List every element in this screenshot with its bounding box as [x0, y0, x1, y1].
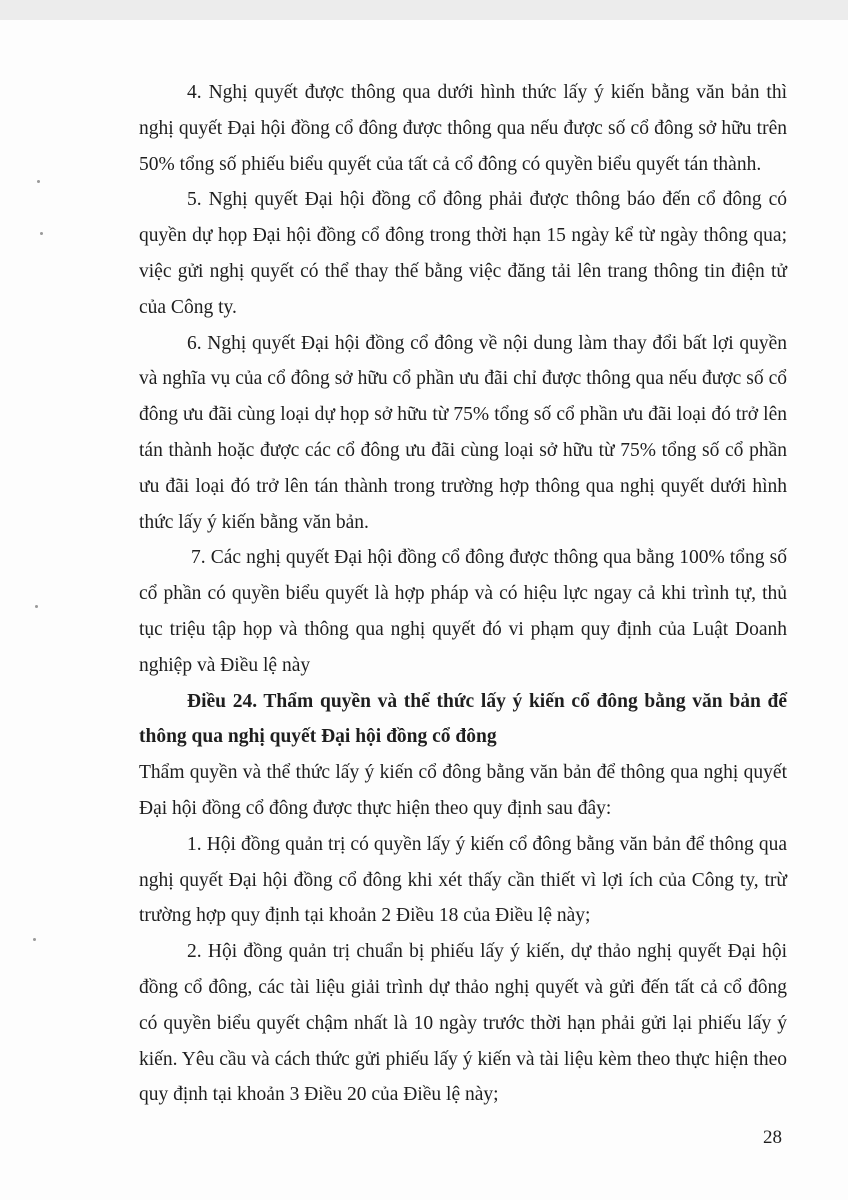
article-24-intro: Thẩm quyền và thể thức lấy ý kiến cổ đông bằng văn bản để thông qua nghị quyết Đại hội đồng cổ đông được thực hiện theo quy định sau đây:: [139, 762, 787, 819]
scan-edge: [0, 0, 848, 20]
article-24-item-2: 2. Hội đồng quản trị chuẩn bị phiếu lấy ý kiến, dự thảo nghị quyết Đại hội đồng cổ đông, các tài liệu giải trình dự thảo nghị quyết và gửi đến tất cả cổ đông có quyền biểu quyết chậm nhất là 10 ngày trước thời hạn phải gửi lại phiếu lấy ý kiến. Yêu cầu và cách thức gửi phiếu lấy ý kiến và tài liệu kèm theo thực hiện theo quy định tại khoản 3 Điều 20 của Điều lệ này;: [139, 941, 787, 1106]
scan-speck: [40, 232, 43, 235]
clause-5: 5. Nghị quyết Đại hội đồng cổ đông phải được thông báo đến cổ đông có quyền dự họp Đại hội đồng cổ đông trong thời hạn 15 ngày kể từ ngày thông qua; việc gửi nghị quyết có thể thay thế bằng việc đăng tải lên trang thông tin điện tử của Công ty.: [139, 189, 787, 318]
clause-6: 6. Nghị quyết Đại hội đồng cổ đông về nội dung làm thay đổi bất lợi quyền và nghĩa vụ của cổ đông sở hữu cổ phần ưu đãi chỉ được thông qua nếu được số cổ đông ưu đãi cùng loại dự họp sở hữu từ 75% tổng số cổ phần ưu đãi loại đó trở lên tán thành hoặc được các cổ đông ưu đãi cùng loại sở hữu từ 75% tổng số cổ phần ưu đãi loại đó trở lên tán thành trong trường hợp thông qua nghị quyết dưới hình thức lấy ý kiến bằng văn bản.: [139, 332, 787, 533]
clause-7: 7. Các nghị quyết Đại hội đồng cổ đông được thông qua bằng 100% tổng số cổ phần có quyền biểu quyết là hợp pháp và có hiệu lực ngay cả khi trình tự, thủ tục triệu tập họp và thông qua nghị quyết đó vi phạm quy định của Luật Doanh nghiệp và Điều lệ này: [139, 547, 787, 676]
page-number: 28: [763, 1127, 782, 1148]
clause-4: 4. Nghị quyết được thông qua dưới hình thức lấy ý kiến bằng văn bản thì nghị quyết Đại hội đồng cổ đông được thông qua nếu được số cổ đông sở hữu trên 50% tổng số phiếu biểu quyết của tất cả cổ đông có quyền biểu quyết tán thành.: [139, 82, 787, 175]
article-24-heading: Điều 24. Thẩm quyền và thể thức lấy ý kiến cổ đông bằng văn bản để thông qua nghị quyết Đại hội đồng cổ đông: [139, 690, 787, 748]
scan-speck: [37, 180, 40, 183]
scan-speck: [35, 605, 38, 608]
scan-speck: [33, 938, 36, 941]
article-24-item-1: 1. Hội đồng quản trị có quyền lấy ý kiến cổ đông bằng văn bản để thông qua nghị quyết Đại hội đồng cổ đông khi xét thấy cần thiết vì lợi ích của Công ty, trừ trường hợp quy định tại khoản 2 Điều 18 của Điều lệ này;: [139, 833, 787, 927]
document-body: [139, 75, 787, 1113]
